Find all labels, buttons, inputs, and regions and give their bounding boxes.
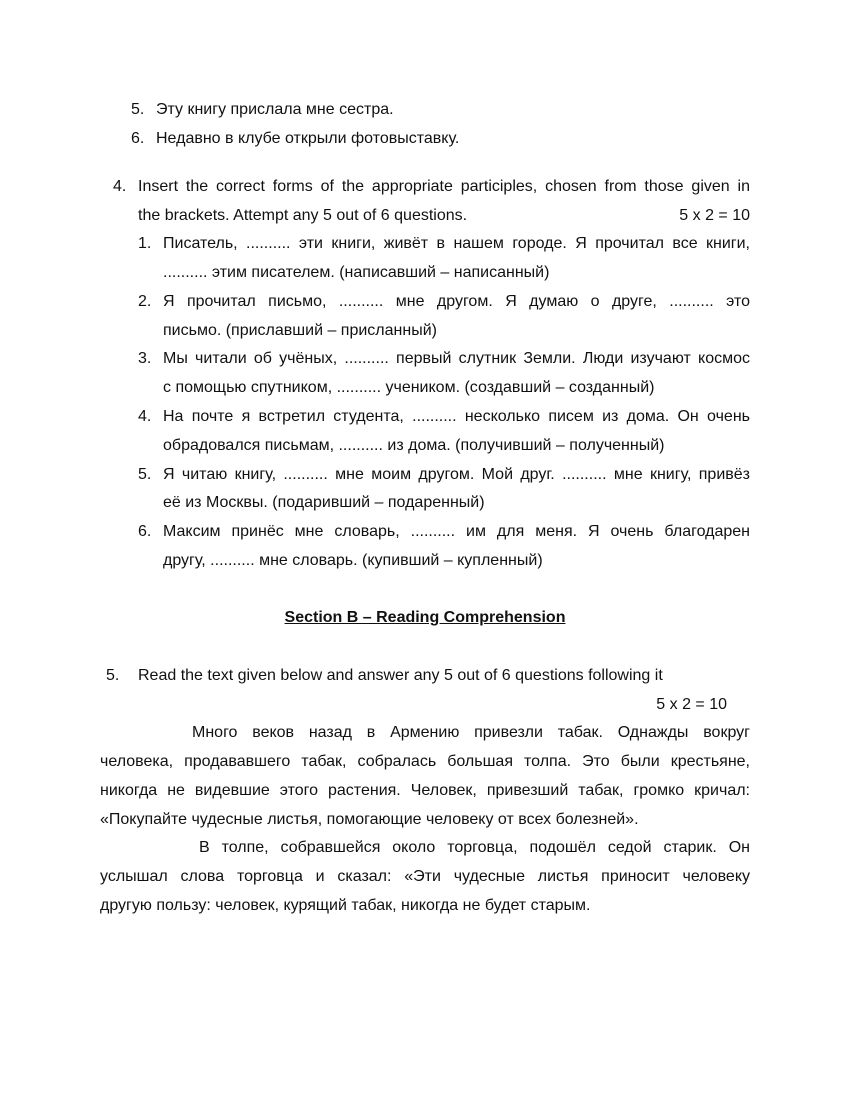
item-line2: письмо. (приславший – присланный) [163, 322, 437, 339]
question-number: 4. [113, 178, 127, 195]
item-line1: Писатель, .......... эти книги, живёт в нашем городе. Я прочитал все книги, [163, 235, 750, 252]
passage-line: В толпе, собравшейся около торговца, подошёл седой старик. Он [199, 839, 750, 856]
item-number: 6. [138, 523, 152, 540]
item-line2: с помощью спутником, .......... учеником. (создавший – созданный) [163, 379, 655, 396]
marks-label: 5 x 2 = 10 [656, 696, 727, 713]
item-line2: обрадовался письмам, .......... из дома. (получивший – полученный) [163, 437, 665, 454]
passage-line: Много веков назад в Армению привезли табак. Однажды вокруг [192, 724, 750, 741]
item-line1: Я читаю книгу, .......... мне моим другом. Мой друг. .......... мне книгу, привёз [163, 466, 750, 483]
item-number: 2. [138, 293, 152, 310]
marks-label: 5 x 2 = 10 [679, 207, 750, 224]
item-line2: её из Москвы. (подаривший – подаренный) [163, 494, 485, 511]
item-text: Эту книгу прислала мне сестра. [156, 101, 394, 118]
passage-line: никогда не видевшие этого растения. Человек, привезший табак, громко кричал: [100, 782, 750, 799]
item-line1: Мы читали об учёных, .......... первый слутник Земли. Люди изучают космос [163, 350, 750, 367]
passage-line: «Покупайте чудесные листья, помогающие человеку от всех болезней». [100, 811, 639, 828]
item-text: Недавно в клубе открыли фотовыставку. [156, 130, 460, 147]
passage-line: услышал слова торговца и сказал: «Эти чудесные листья приносит человеку [100, 868, 750, 885]
item-number: 4. [138, 408, 152, 425]
item-line2: .......... этим писателем. (написавший – написанный) [163, 264, 550, 281]
item-line2: другу, .......... мне словарь. (купивший – купленный) [163, 552, 543, 569]
item-number: 6. [131, 130, 145, 147]
question-number: 5. [106, 667, 120, 684]
passage-line: человека, продававшего табак, собралась большая толпа. Это были крестьяне, [100, 753, 750, 770]
question-instruction: Read the text given below and answer any 5 out of 6 questions following it [138, 667, 663, 684]
item-number: 5. [131, 101, 145, 118]
item-line1: Максим принёс мне словарь, .......... им для меня. Я очень благодарен [163, 523, 750, 540]
item-number: 5. [138, 466, 152, 483]
item-line1: На почте я встретил студента, .......... несколько писем из дома. Он очень [163, 408, 750, 425]
item-number: 3. [138, 350, 152, 367]
passage-line: другую пользу: человек, курящий табак, никогда не будет старым. [100, 897, 591, 914]
section-heading: Section B – Reading Comprehension [284, 609, 566, 626]
item-number: 1. [138, 235, 152, 252]
item-line1: Я прочитал письмо, .......... мне другом. Я думаю о друге, .......... это [163, 293, 750, 310]
question-instruction-line2: the brackets. Attempt any 5 out of 6 questions. [138, 207, 468, 224]
question-instruction-line1: Insert the correct forms of the appropriate participles, chosen from those given in [138, 178, 750, 195]
